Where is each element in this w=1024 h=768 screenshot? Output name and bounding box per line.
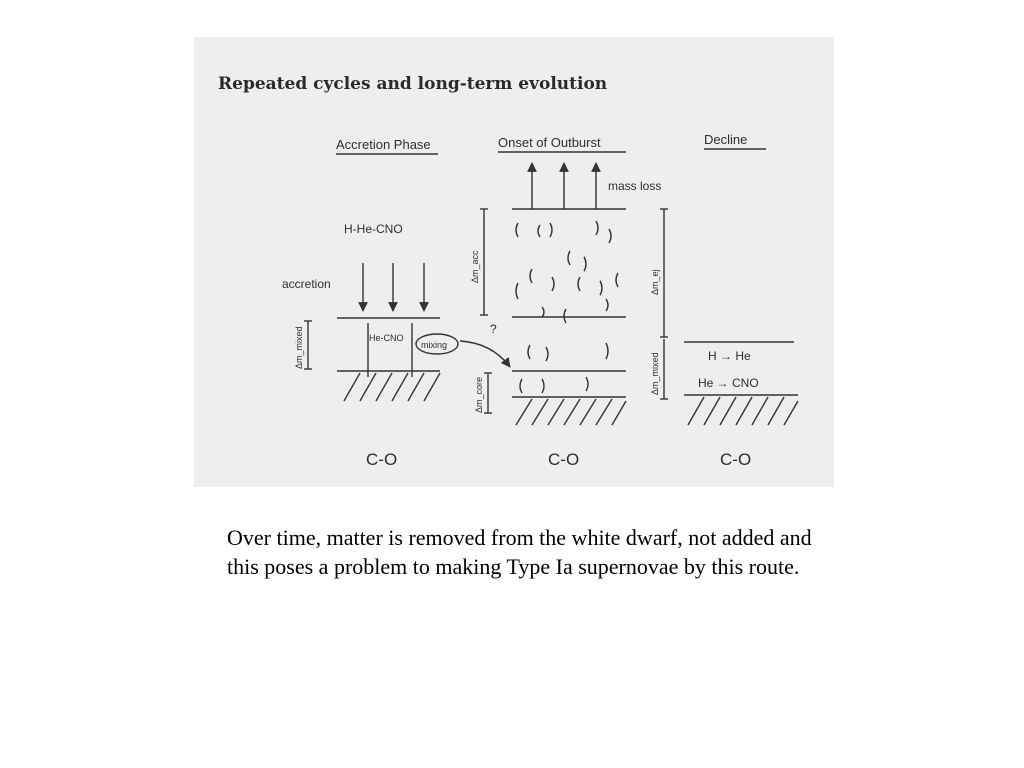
dm-ej-bracket — [650, 209, 668, 337]
label-dm-core: Δm_core — [474, 376, 484, 413]
diagram-title: Repeated cycles and long-term evolution — [218, 74, 608, 94]
caption-text: Over time, matter is removed from the white dwarf, not added and this poses a problem to making Type Ia supernovae by this route. — [227, 525, 812, 579]
label-he-cno-small: He-CNO — [369, 333, 404, 343]
diagram-figure — [194, 37, 834, 487]
core-hatching-outburst — [516, 399, 626, 425]
accretion-arrows — [363, 263, 424, 311]
convective-eddies — [516, 221, 618, 393]
mixing-transfer-arrow — [460, 341, 510, 367]
label-mixing: mixing — [421, 340, 448, 350]
label-mass-loss: mass loss — [608, 179, 662, 193]
diagram-canvas — [194, 37, 834, 487]
core-label-outburst: C-O — [548, 450, 580, 469]
dm-acc-bracket — [470, 209, 488, 315]
phase-heading-accretion: Accretion Phase — [336, 137, 431, 152]
dm-core-bracket — [474, 373, 492, 413]
core-hatching-accretion — [344, 373, 440, 401]
mass-loss-arrows — [532, 163, 596, 209]
label-accretion: accretion — [282, 277, 331, 291]
label-question: ? — [490, 322, 497, 336]
label-dm-ej: Δm_ej — [650, 269, 660, 295]
core-label-accretion: C-O — [366, 450, 398, 469]
label-dm-acc: Δm_acc — [470, 250, 480, 283]
dm-mixed-right-bracket — [650, 339, 668, 399]
core-hatching-decline — [688, 397, 798, 425]
label-h-he: H → He — [708, 349, 751, 363]
dm-mixed-left-bracket — [294, 321, 312, 369]
phase-heading-outburst: Onset of Outburst — [498, 135, 601, 150]
label-dm-mixed-left: Δm_mixed — [294, 326, 304, 369]
label-h-he-cno: H-He-CNO — [344, 222, 403, 236]
phase-heading-decline: Decline — [704, 132, 748, 147]
core-label-decline: C-O — [720, 450, 752, 469]
label-dm-mixed-right: Δm_mixed — [650, 352, 660, 395]
label-he-cno: He → CNO — [698, 376, 759, 390]
